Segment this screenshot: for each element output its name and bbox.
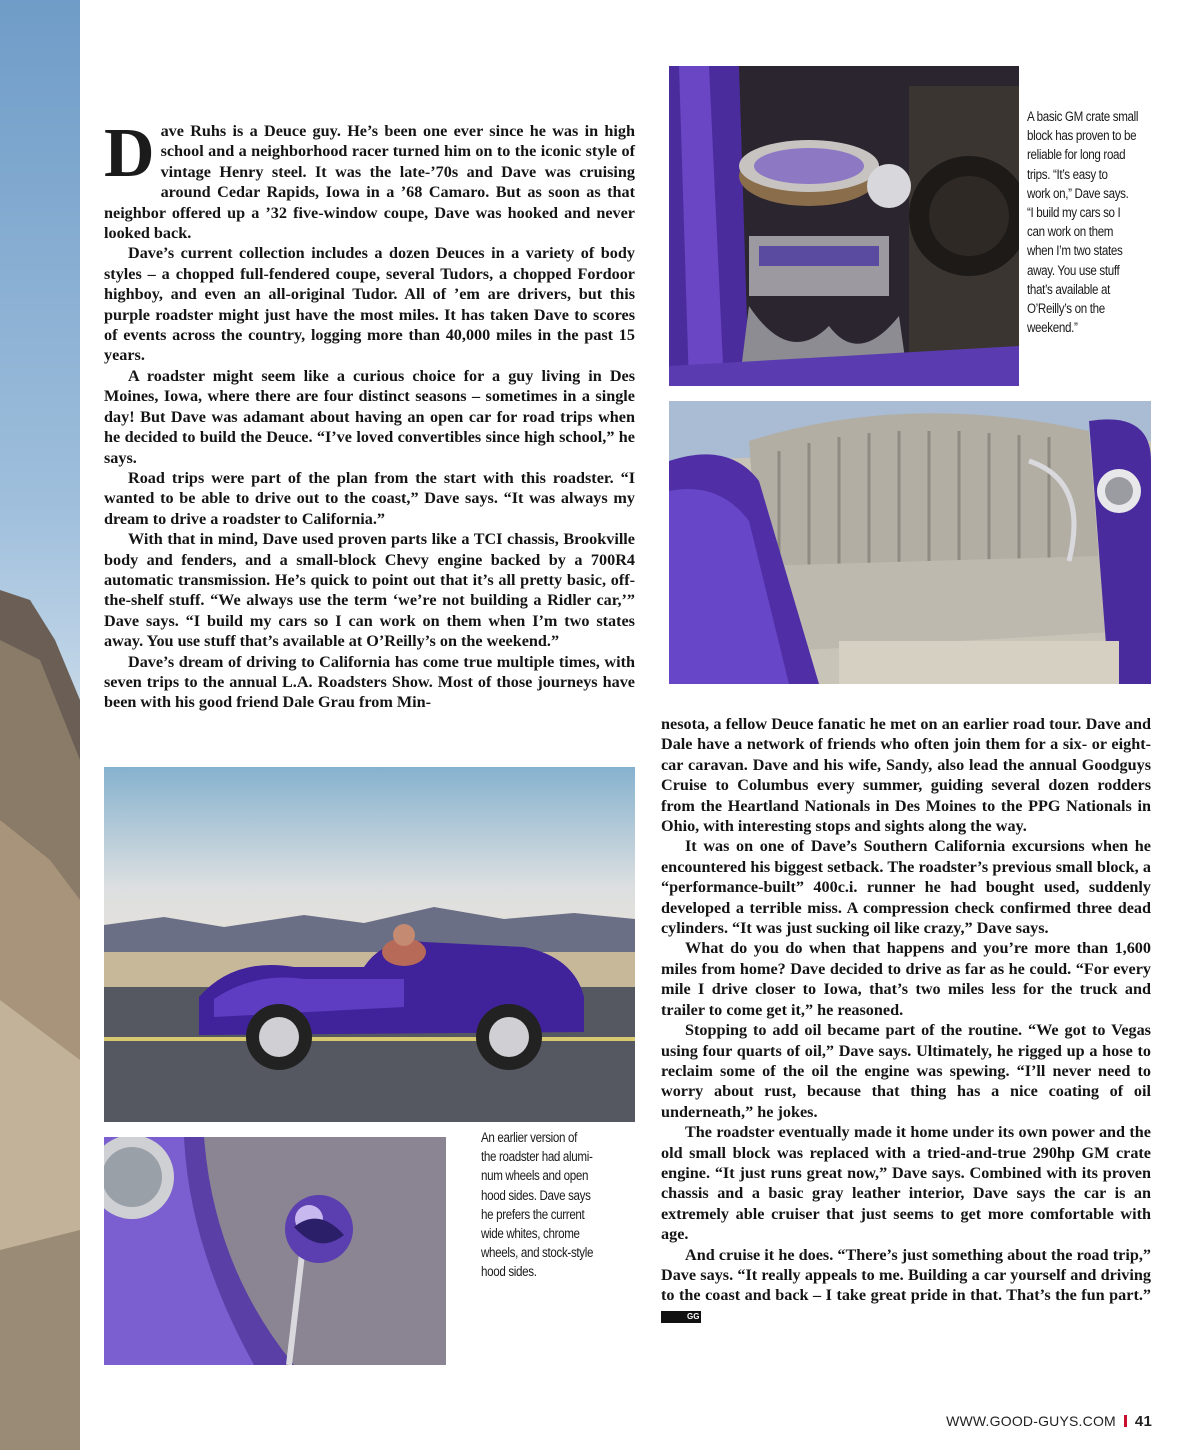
caption-line: can work on them	[1027, 224, 1114, 240]
footer-divider	[1124, 1415, 1127, 1427]
article-paragraph: Road trips were part of the plan from the start with this roadster. “I wanted to be able to drive out to the coast,” Dave says. “It was always my dream to drive a roadster to California.”	[104, 468, 635, 528]
article-paragraph: Stopping to add oil became part of the routine. “We got to Vegas using four quarts of oil,” Dave says. Ultimately, he rigged up a hose to reclaim some of the oil the engine was spewing. “I’ll never need to worry about rust, because that thing has a nice coating of oil underneath,” he jokes.	[661, 1021, 1151, 1121]
caption-line: O’Reilly’s on the	[1027, 301, 1105, 317]
engine-caption	[1027, 107, 1182, 337]
drop-cap: D	[104, 115, 155, 192]
caption-line: away. You use stuff	[1027, 262, 1120, 278]
caption-line: num wheels and open	[481, 1168, 589, 1184]
caption-line: wheels, and stock-style	[481, 1245, 594, 1261]
caption-line: hood sides. Dave says	[481, 1187, 591, 1203]
caption-line: work on,” Dave says.	[1027, 185, 1129, 201]
caption-line: A basic GM crate small	[1027, 109, 1139, 124]
caption-line: trips. “It’s easy to	[1027, 166, 1108, 182]
article-column-2	[661, 714, 1151, 1326]
caption-line: weekend.”	[1027, 320, 1078, 336]
closing-text: And cruise it he does. “There’s just something about the road trip,” Dave says. “It really appeals to me. Building a car yourself and driving to the coast and back – I take great pride in that. That’s the fun part.”	[661, 1245, 1151, 1305]
caption-line: hood sides.	[481, 1264, 537, 1280]
caption-line: that’s available at	[1027, 281, 1110, 297]
engine-photo	[669, 66, 1019, 386]
footer-site: WWW.GOOD-GUYS.COM	[946, 1413, 1116, 1429]
page-footer	[946, 1413, 1152, 1430]
caption-line: he prefers the current	[481, 1206, 585, 1222]
end-mark-icon: GG	[661, 1311, 701, 1323]
article-paragraph: ave Ruhs is a Deuce guy. He’s been one ever since he was in high school and a neighborhood racer turned him on to the iconic style of vintage Henry steel. It was the late-’70s and Dave was cruising around Cedar Rapids, Iowa in a ’68 Camaro. But as soon as that neighbor offered up a ’32 five-window coupe, Dave was hooked and never looked back.	[104, 122, 635, 243]
caption-line: when I’m two states	[1027, 243, 1123, 259]
page-number: 41	[1134, 1413, 1152, 1430]
article-paragraph: The roadster eventually made it home under its own power and the old small block was replaced with a tried-and-true 290hp GM crate engine. “It just runs great now,” Dave says. Combined with its proven chassis and a basic gray leather interior, Dave says the car is an extremely able cruiser that just seems to get more comfortable with age.	[661, 1123, 1151, 1244]
left-edge-photo	[0, 0, 80, 1450]
article-paragraph: With that in mind, Dave used proven parts like a TCI chassis, Brookville body and fenders, and a small-block Chevy engine backed by a 700R4 automatic transmission. He’s quick to point out that it’s all pretty basic, off-the-shelf stuff. “We always use the term ‘we’re not building a Ridler car,’” Dave says. “I build my cars so I can work on them when I’m two states away. You use stuff that’s available at O’Reilly’s on the weekend.”	[104, 530, 635, 651]
caption-line: An earlier version of	[481, 1130, 578, 1145]
roadster-photo	[104, 767, 635, 1122]
roadster-caption	[481, 1128, 636, 1282]
article-paragraph: Dave’s current collection includes a dozen Deuces in a variety of body styles – a chopped full-fendered coupe, several Tudors, a chopped Fordoor highboy, and even an all-original Tudor. All of ’em are drivers, but this purple roadster might just have the most miles. It has taken Dave to scores of events across the country, logging more than 40,000 miles in the past 15 years.	[104, 244, 635, 365]
caption-line: wide whites, chrome	[481, 1226, 580, 1242]
article-paragraph: It was on one of Dave’s Southern California excursions when he encountered his biggest setback. The roadster’s previous small block, a “performance-built” 400c.i. runner he had bought used, suddenly developed a terrible miss. A compression check confirmed three dead cylinders. “It was just sucking oil like crazy,” Dave says.	[661, 837, 1151, 938]
article-paragraph: What do you do when that happens and you’re more than 1,600 miles from home? Dave decided to drive as far as he could. “For every mile I drive closer to Iowa, that’s two miles less for the truck and trailer to come get it,” he reasoned.	[661, 939, 1151, 1019]
caption-line: “I build my cars so I	[1027, 205, 1121, 221]
interior-photo	[669, 401, 1151, 684]
shifter-photo	[104, 1137, 446, 1365]
article-column-1	[104, 115, 635, 713]
caption-line: the roadster had alumi-	[481, 1149, 593, 1165]
caption-line: reliable for long road	[1027, 147, 1126, 163]
article-paragraph	[661, 1245, 1151, 1327]
article-paragraph: A roadster might seem like a curious choice for a guy living in Des Moines, Iowa, where there are four distinct seasons – sometimes in a single day! But Dave was adamant about having an open car for road trips when he decided to build the Deuce. “I’ve loved convertibles since high school,” he says.	[104, 366, 635, 467]
caption-line: block has proven to be	[1027, 128, 1137, 144]
article-paragraph: nesota, a fellow Deuce fanatic he met on an earlier road tour. Dave and Dale have a network of friends who often join them for a six- or eight-car caravan. Dave and his wife, Sandy, also lead the annual Goodguys Cruise to Columbus every summer, guiding several dozen rodders from the Heartland Nationals in Des Moines to the PPG Nationals in Ohio, with interesting stops and sights along the way.	[661, 715, 1151, 836]
article-paragraph: Dave’s dream of driving to California has come true multiple times, with seven trips to the annual L.A. Roadsters Show. Most of those journeys have been with his good friend Dale Grau from Min-	[104, 652, 635, 712]
